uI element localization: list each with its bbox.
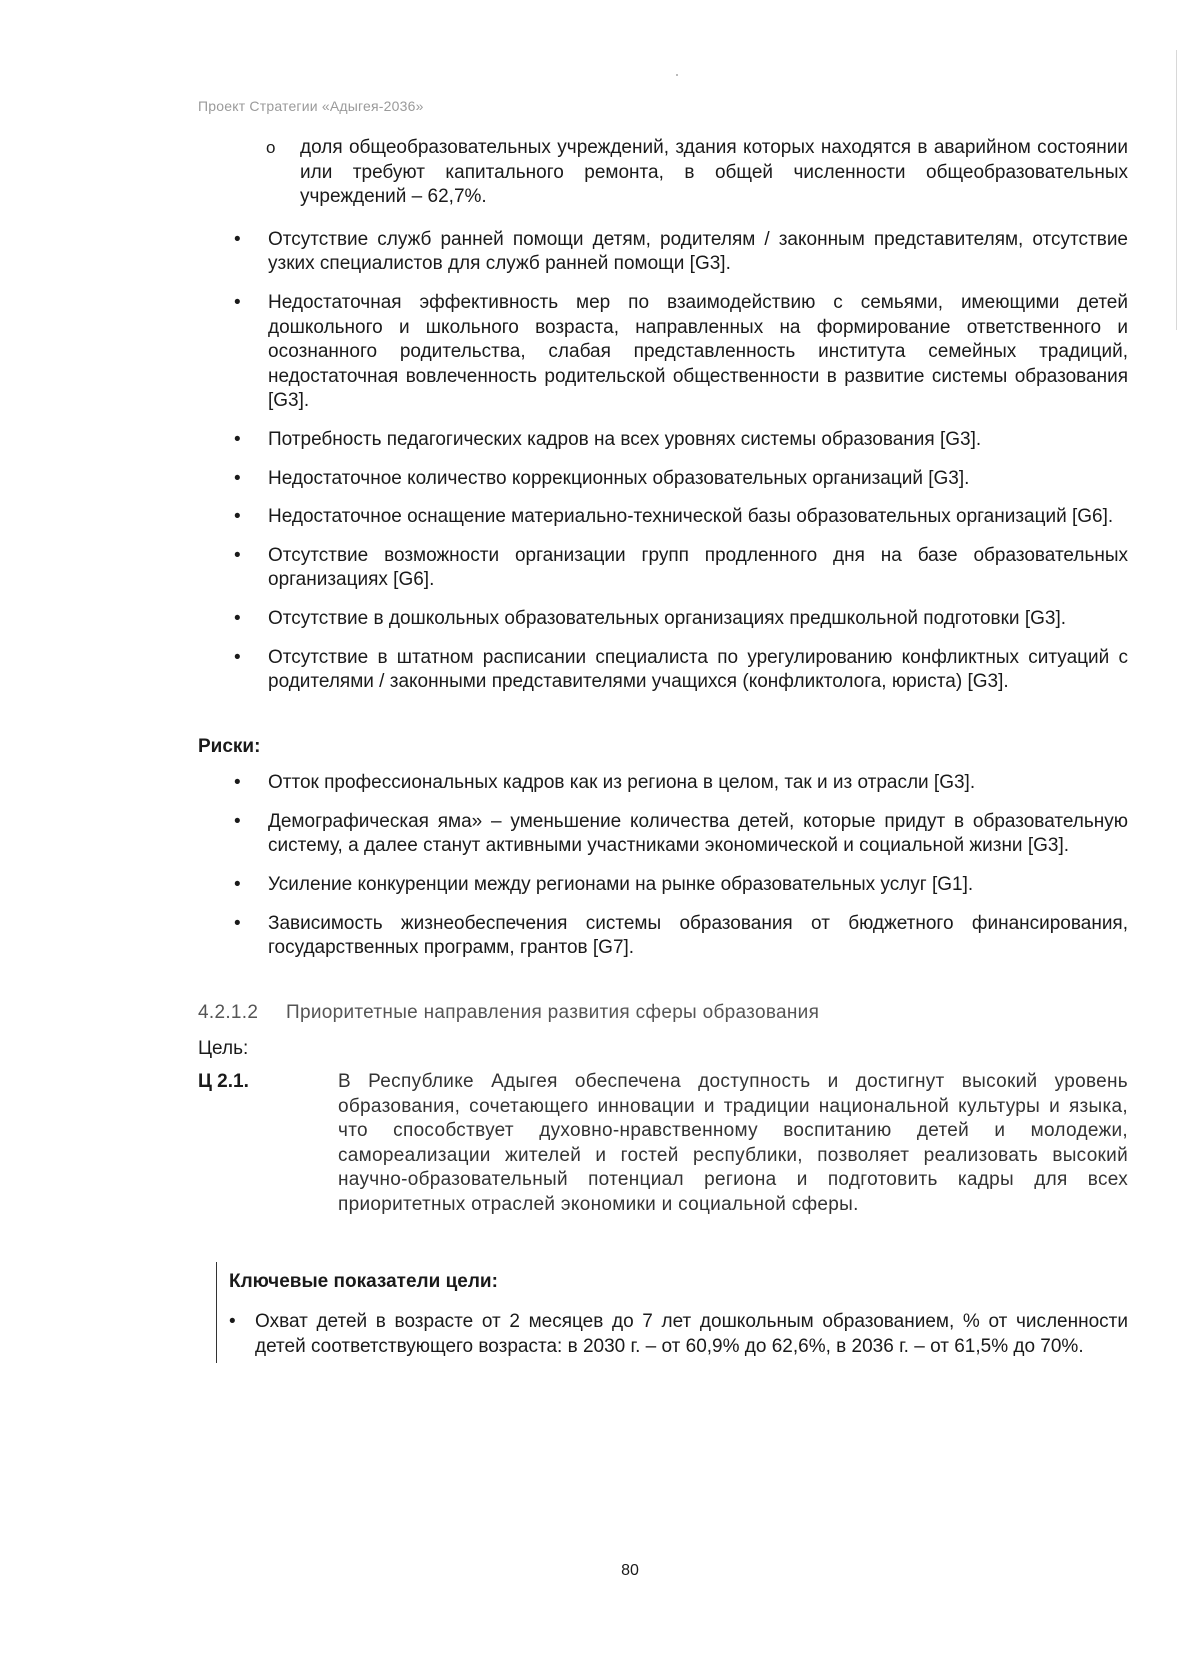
scan-edge-line (1176, 50, 1177, 330)
bullet: • (234, 291, 241, 313)
kpi-title: Ключевые показатели цели: (229, 1270, 498, 1292)
circle-bullet: o (266, 138, 276, 157)
list-item: • Отток профессиональных кадров как из региона в целом, так и из отрасли [G3]. (198, 771, 1128, 796)
section-heading (198, 1001, 1128, 1026)
list-item: • Потребность педагогических кадров на всех уровнях системы образования [G3]. (198, 428, 1128, 453)
bullet: • (234, 228, 241, 250)
list-item: • Недостаточная эффективность мер по взаимодействию с семьями, имеющими детей дошкольного и школьного возраста, направленных на формирование ответственного и осознанного родительства, слабая представленность института семейных традиций, недостаточная вовлеченность родительской общественности в развитие системы образования [G3]. (198, 291, 1128, 414)
bullet: • (234, 810, 241, 832)
bullet: • (234, 467, 241, 489)
bullet: • (234, 428, 241, 450)
goal-block (198, 1070, 1128, 1218)
risks-heading: Риски: (198, 735, 261, 757)
bullet: • (234, 544, 241, 566)
list-item: • Отсутствие в дошкольных образовательных организациях предшкольной подготовки [G3]. (198, 607, 1128, 632)
section-title: Приоритетные направления развития сферы образования (286, 1001, 820, 1023)
bullet: • (234, 646, 241, 668)
risks-list (198, 771, 1128, 961)
page-body (198, 136, 1128, 1363)
kpi-item (229, 1310, 1128, 1359)
bullet: • (234, 772, 241, 794)
list-item: • Зависимость жизнеобеспечения системы образования от бюджетного финансирования, государственных программ, грантов [G7]. (198, 912, 1128, 961)
list-item: • Отсутствие возможности организации групп продленного дня на базе образовательных организациях [G6]. (198, 544, 1128, 593)
goal-text: В Республике Адыгея обеспечена доступность и достигнут высокий уровень образования, сочетающего инновации и традиции национальной культуры и языка, что способствует духовно-нравственному воспитанию детей и молодежи, самореализации жителей и гостей республики, позволяет реализовать высокий научно-образовательный потенциал региона и подготовить кадры для всех приоритетных отраслей экономики и социальной сферы. (338, 1071, 1128, 1215)
list-item: • Усиление конкуренции между регионами на рынке образовательных услуг [G1]. (198, 873, 1128, 898)
scan-dot (676, 74, 678, 76)
section-number: 4.2.1.2 (198, 1001, 259, 1023)
problems-list (198, 228, 1128, 695)
page-header: Проект Стратегии «Адыгея-2036» (198, 98, 424, 114)
kpi-item-text: Охват детей в возрасте от 2 месяцев до 7 лет дошкольным образованием, % от численности детей соответствующего возраста: в 2030 г. – от 60,9% до 62,6%, в 2036 г. – от 61,5% до 70%. (255, 1311, 1128, 1357)
bullet: • (234, 506, 241, 528)
sub-item-text: доля общеобразовательных учреждений, здания которых находятся в аварийном состоянии или требуют капитального ремонта, в общей численности общеобразовательных учреждений – 62,7%. (300, 137, 1128, 208)
goal-code: Ц 2.1. (198, 1071, 249, 1093)
bullet: • (234, 874, 241, 896)
list-item: • Недостаточное оснащение материально-технической базы образовательных организаций [G6]. (198, 505, 1128, 530)
bullet: • (234, 912, 241, 934)
kpi-block (216, 1262, 1128, 1364)
bullet: • (234, 607, 241, 629)
page-number: 80 (621, 1562, 639, 1579)
bullet: • (229, 1311, 236, 1333)
sub-list-item (266, 136, 1128, 210)
list-item: • Отсутствие служб ранней помощи детям, родителям / законным представителям, отсутствие узких специалистов для служб ранней помощи [G3]. (198, 228, 1128, 277)
list-item: • Отсутствие в штатном расписании специалиста по урегулированию конфликтных ситуаций с родителями / законными представителями учащихся (конфликтолога, юриста) [G3]. (198, 646, 1128, 695)
goal-label: Цель: (198, 1038, 249, 1060)
list-item: • Недостаточное количество коррекционных образовательных организаций [G3]. (198, 467, 1128, 492)
list-item: • Демографическая яма» – уменьшение количества детей, которые придут в образовательную систему, а далее станут активными участниками экономической и социальной жизни [G3]. (198, 810, 1128, 859)
